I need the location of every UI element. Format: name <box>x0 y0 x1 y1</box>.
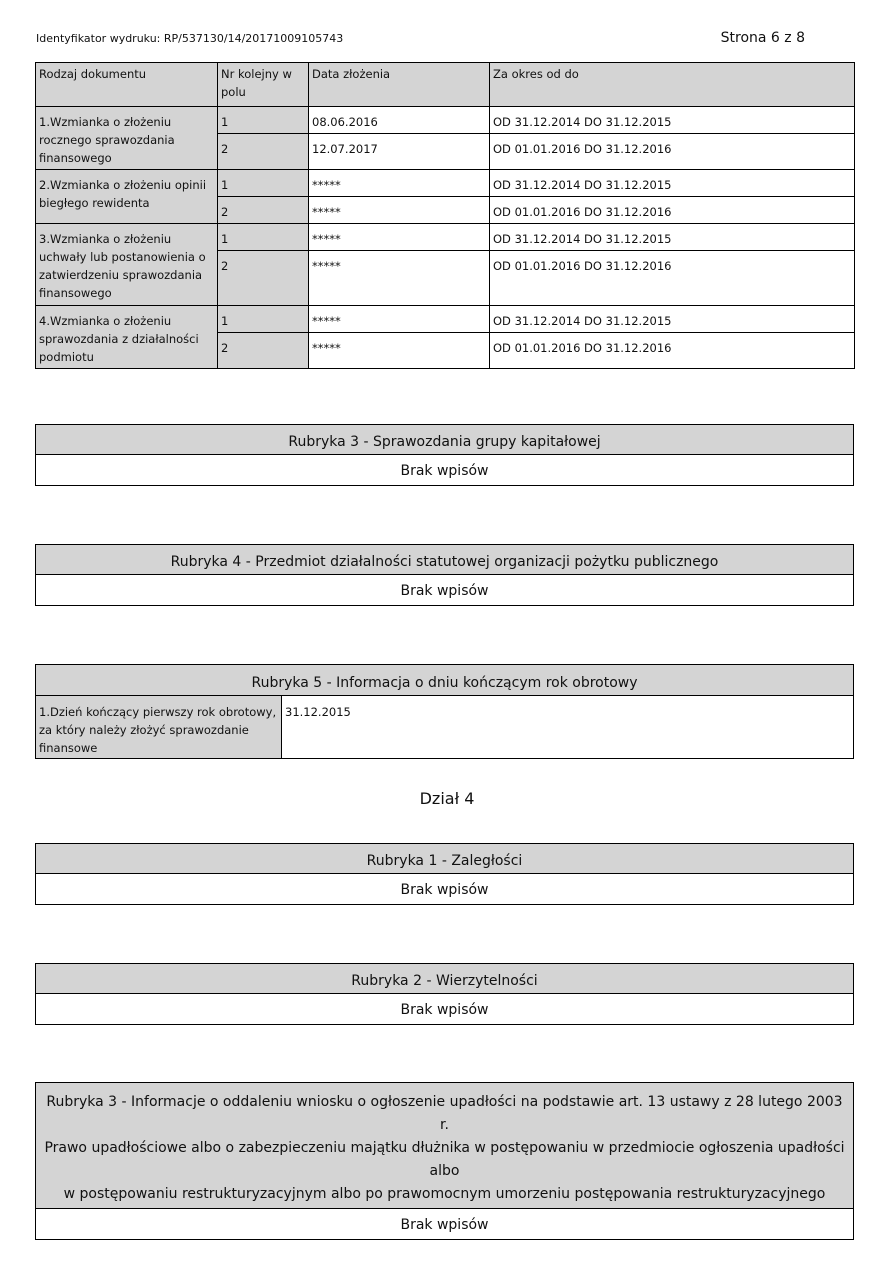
d4-rubryka-2-section <box>35 963 854 1025</box>
col-header-period: Za okres od do <box>490 63 855 107</box>
col-header-nr: Nr kolejny w polu <box>218 63 309 107</box>
no-entries-text: Brak wpisów <box>400 463 489 479</box>
section-heading: Rubryka 2 - Wierzytelności <box>36 964 853 994</box>
date-cell: ***** <box>309 170 490 197</box>
period-cell: OD 01.01.2016 DO 31.12.2016 <box>490 134 855 170</box>
date-cell: ***** <box>309 306 490 333</box>
no-entries-text: Brak wpisów <box>400 882 489 898</box>
print-identifier: Identyfikator wydruku: RP/537130/14/20171009105743 <box>36 32 344 45</box>
nr-cell: 1 <box>218 170 309 197</box>
table-row <box>36 107 855 134</box>
table-row <box>36 696 853 758</box>
heading-line: Rubryka 3 - Informacje o oddaleniu wniosku o ogłoszenie upadłości na podstawie art. 13 ustawy z 28 lutego 2003 r. <box>46 1094 843 1133</box>
col-header-date: Data złożenia <box>309 63 490 107</box>
nr-cell: 1 <box>218 107 309 134</box>
section-heading: Rubryka 5 - Informacja o dniu kończącym rok obrotowy <box>36 665 853 696</box>
table-row <box>36 306 855 333</box>
nr-cell: 2 <box>218 251 309 306</box>
no-entries-text: Brak wpisów <box>400 1217 489 1233</box>
section-heading: Rubryka 4 - Przedmiot działalności statutowej organizacji pożytku publicznego <box>36 545 853 575</box>
d4-rubryka-3-section <box>35 1082 854 1240</box>
period-cell: OD 31.12.2014 DO 31.12.2015 <box>490 170 855 197</box>
nr-cell: 2 <box>218 333 309 369</box>
rubryka-5-section <box>35 664 854 759</box>
document-type-cell: 1.Wzmianka o złożeniu rocznego sprawozdania finansowego <box>36 107 218 170</box>
nr-cell: 1 <box>218 306 309 333</box>
heading-line: w postępowaniu restrukturyzacyjnym albo po prawomocnym umorzeniu postępowania restrukturyzacyjnego <box>63 1186 826 1202</box>
heading-line: Prawo upadłościowe albo o zabezpieczeniu majątku dłużnika w postępowaniu w przedmiocie ogłoszenia upadłości albo <box>44 1140 845 1179</box>
nr-cell: 2 <box>218 134 309 170</box>
period-cell: OD 31.12.2014 DO 31.12.2015 <box>490 107 855 134</box>
col-header-type: Rodzaj dokumentu <box>36 63 218 107</box>
rubryka-4-section <box>35 544 854 606</box>
no-entries-text: Brak wpisów <box>400 583 489 599</box>
period-cell: OD 01.01.2016 DO 31.12.2016 <box>490 197 855 224</box>
field-label: 1.Dzień kończący pierwszy rok obrotowy, za który należy złożyć sprawozdanie finansowe <box>36 696 282 758</box>
table-header-row <box>36 63 855 107</box>
document-type-cell: 3.Wzmianka o złożeniu uchwały lub postanowienia o zatwierdzeniu sprawozdania finansowego <box>36 224 218 306</box>
table-row <box>36 170 855 197</box>
field-value: 31.12.2015 <box>285 705 351 719</box>
document-type-cell: 4.Wzmianka o złożeniu sprawozdania z działalności podmiotu <box>36 306 218 369</box>
period-cell: OD 01.01.2016 DO 31.12.2016 <box>490 251 855 306</box>
nr-cell: 1 <box>218 224 309 251</box>
page-number: Strona 6 z 8 <box>720 30 805 46</box>
date-cell: 12.07.2017 <box>309 134 490 170</box>
section-heading: Rubryka 1 - Zaległości <box>36 844 853 874</box>
section-heading: Rubryka 3 - Sprawozdania grupy kapitałowej <box>36 425 853 455</box>
dzial-title: Dział 4 <box>419 789 475 808</box>
period-cell: OD 01.01.2016 DO 31.12.2016 <box>490 333 855 369</box>
nr-cell: 2 <box>218 197 309 224</box>
period-cell: OD 31.12.2014 DO 31.12.2015 <box>490 306 855 333</box>
print-header <box>36 32 854 52</box>
date-cell: ***** <box>309 197 490 224</box>
date-cell: ***** <box>309 333 490 369</box>
no-entries-text: Brak wpisów <box>400 1002 489 1018</box>
d4-rubryka-1-section <box>35 843 854 905</box>
date-cell: 08.06.2016 <box>309 107 490 134</box>
date-cell: ***** <box>309 224 490 251</box>
reports-table <box>35 62 855 369</box>
rubryka-3-section <box>35 424 854 486</box>
document-type-cell: 2.Wzmianka o złożeniu opinii biegłego rewidenta <box>36 170 218 224</box>
date-cell: ***** <box>309 251 490 306</box>
section-heading <box>36 1083 853 1209</box>
table-row <box>36 224 855 251</box>
period-cell: OD 31.12.2014 DO 31.12.2015 <box>490 224 855 251</box>
